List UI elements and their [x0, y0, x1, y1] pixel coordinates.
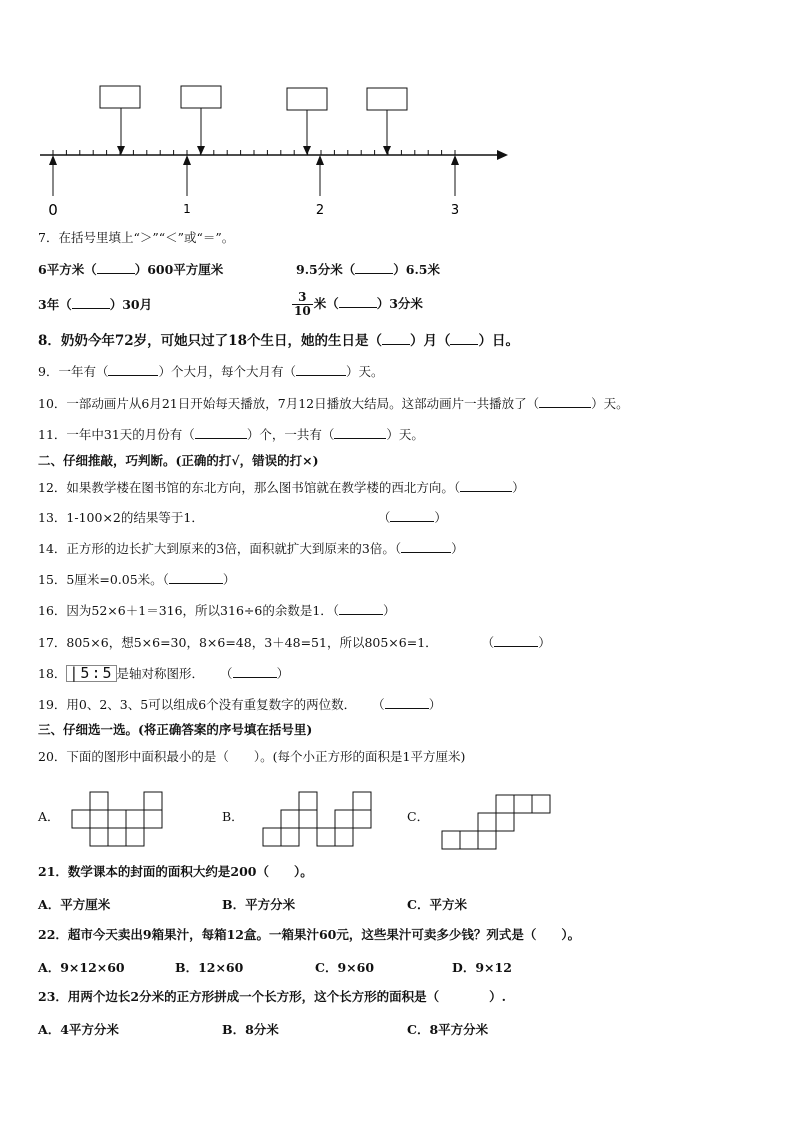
grid-square	[353, 792, 371, 810]
q19: 19．用0、2、3、5可以组成6个没有重复数字的两位数． （ ）	[38, 697, 442, 712]
q17: 17．805×6，想5×6=30，8×6=48，3＋48=51，所以805×6=1． （ ）	[38, 635, 551, 650]
digit-glyph-image: |5:5	[66, 665, 116, 682]
q21-option-c: C．平方米	[407, 897, 467, 912]
grid-square	[108, 810, 126, 828]
figure-b	[263, 792, 371, 846]
section-3-heading: 三、仔细选一选。(将正确答案的序号填在括号里)	[38, 722, 313, 737]
grid-square	[126, 810, 144, 828]
grid-square	[299, 792, 317, 810]
q21-option-a: A．平方厘米	[38, 897, 111, 912]
q20-option-b: B．	[222, 809, 244, 824]
q20-option-a: A．	[38, 809, 60, 824]
q23-option-a: A．4平方分米	[38, 1022, 119, 1037]
q16: 16．因为52×6＋1＝316，所以316÷6的余数是1．（ ）	[38, 603, 396, 618]
label-1: 1	[183, 202, 191, 216]
q21-stem: 21．数学课本的封面的面积大约是200（ ）。	[38, 864, 313, 879]
label-0: 0	[48, 201, 58, 219]
grid-square	[126, 828, 144, 846]
q22-option-a: A．9×12×60	[38, 960, 125, 975]
grid-square	[335, 828, 353, 846]
fraction-3-10: $\frac{3}{10}$	[294, 290, 311, 318]
grid-square	[514, 795, 532, 813]
q13: 13．1-100×2的结果等于1． （ ）	[38, 510, 447, 525]
q22-option-b: B．12×60	[175, 960, 244, 975]
grid-square	[532, 795, 550, 813]
q23-option-b: B．8分米	[222, 1022, 279, 1037]
q22-option-d: D．9×12	[452, 960, 512, 975]
grid-square	[353, 810, 371, 828]
q15: 15．5厘米=0.05米。（ ）	[38, 572, 236, 587]
q7-a: 6平方米（ ）600平方厘米	[38, 262, 224, 277]
q23-stem: 23．用两个边长2分米的正方形拼成一个长方形，这个长方形的面积是（ ）.	[38, 989, 506, 1004]
label-3: 3	[450, 203, 460, 218]
q9: 9．一年有（ ）个大月，每个大月有（ ）天。	[38, 364, 384, 379]
grid-square	[281, 810, 299, 828]
q20-option-c: C．	[407, 809, 430, 824]
figure-a	[72, 792, 162, 846]
q7-stem: 7．在括号里填上“＞”“＜”或“＝”。	[38, 230, 235, 245]
q22-stem: 22．超市今天卖出9箱果汁，每箱12盒。一箱果汁60元，这些果汁可卖多少钱？列式是（ ）。	[38, 927, 581, 942]
q7-d: $\frac{3}{10}$ 米（ ）3分米	[294, 290, 423, 318]
grid-square	[478, 813, 496, 831]
grid-square	[299, 810, 317, 828]
grid-square	[317, 828, 335, 846]
q14: 14．正方形的边长扩大到原来的3倍，面积就扩大到原来的3倍。（ ）	[38, 541, 464, 556]
section-2-heading: 二、仔细推敲，巧判断。(正确的打√，错误的打×)	[38, 453, 319, 468]
q20-stem: 20．下面的图形中面积最小的是（ ）。(每个小正方形的面积是1平方厘米)	[38, 749, 466, 764]
q18: 18． |5:5 是轴对称图形． （ ）	[38, 664, 290, 682]
q7-c: 3年（ ）30月	[38, 297, 153, 312]
q7-b: 9.5分米（ ）6.5米	[296, 262, 440, 277]
grid-square	[496, 813, 514, 831]
grid-square	[335, 810, 353, 828]
grid-square	[90, 810, 108, 828]
grid-square	[263, 828, 281, 846]
grid-square	[144, 810, 162, 828]
q10: 10．一部动画片从6月21日开始每天播放，7月12日播放大结局。这部动画片一共播放了（ ）天。	[38, 396, 629, 411]
grid-square	[496, 795, 514, 813]
q23-option-c: C．8平方分米	[407, 1022, 489, 1037]
figure-c	[442, 795, 550, 849]
q21-option-b: B．平方分米	[222, 897, 296, 912]
grid-square	[90, 792, 108, 810]
grid-square	[90, 828, 108, 846]
grid-square	[72, 810, 90, 828]
q12: 12．如果教学楼在图书馆的东北方向，那么图书馆就在教学楼的西北方向。（ ）	[38, 480, 525, 495]
q11: 11．一年中31天的月份有（ ）个，一共有（ ）天。	[38, 427, 424, 442]
label-2: 2	[315, 203, 325, 218]
grid-square	[281, 828, 299, 846]
grid-square	[460, 831, 478, 849]
grid-square	[108, 828, 126, 846]
grid-square	[478, 831, 496, 849]
grid-square	[144, 792, 162, 810]
q22-option-c: C．9×60	[315, 960, 375, 975]
grid-square	[442, 831, 460, 849]
q8: 8．奶奶今年72岁，可她只过了18个生日，她的生日是（ ）月（ ）日。	[38, 333, 519, 349]
